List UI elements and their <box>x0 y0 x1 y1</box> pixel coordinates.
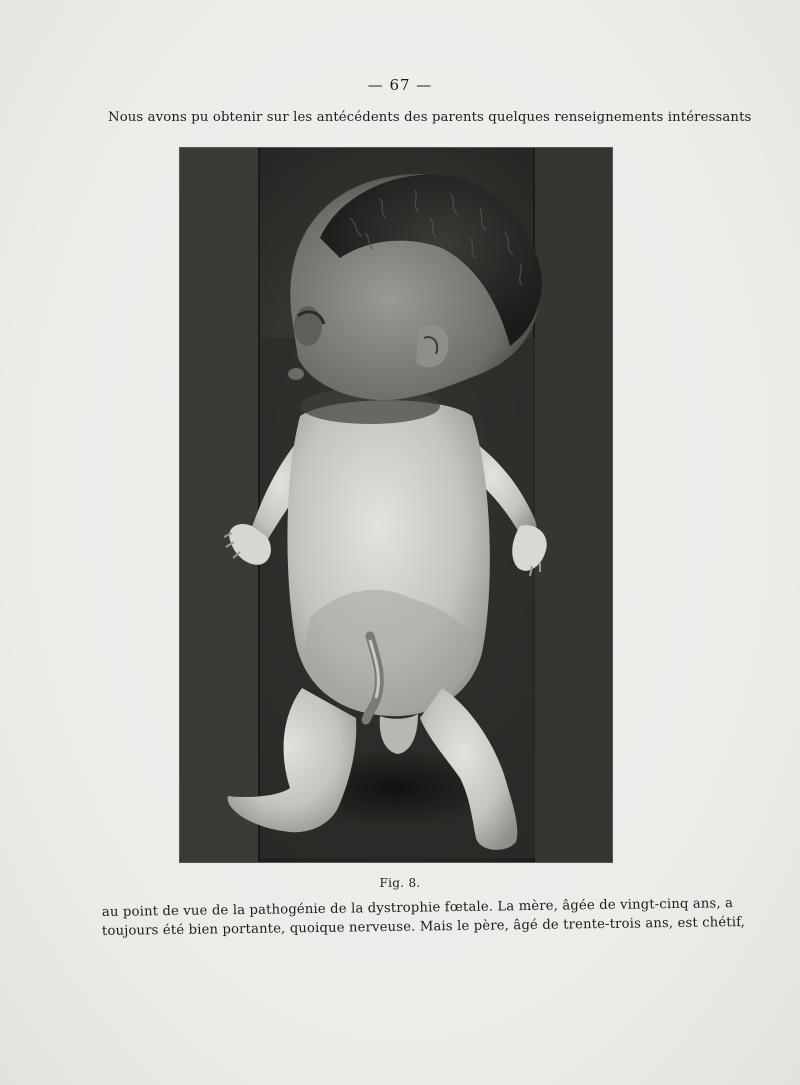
page-number: — 67 — <box>367 76 433 94</box>
figure-caption: Fig. 8. <box>379 876 421 890</box>
infant-photograph <box>180 148 612 862</box>
body-text-line-top: Nous avons pu obtenir sur les antécédents des parents quelques renseignements intéressants <box>108 110 752 125</box>
body-text-line-1: au point de vue de la pathogénie de la dystrophie fœtale. La mère, âgée de vingt-cinq ans, a <box>101 896 734 920</box>
figure-photograph <box>180 148 612 862</box>
body-text-line-2: toujours été bien portante, quoique nerveuse. Mais le père, âgé de trente-trois ans, est chétif, <box>101 915 746 939</box>
